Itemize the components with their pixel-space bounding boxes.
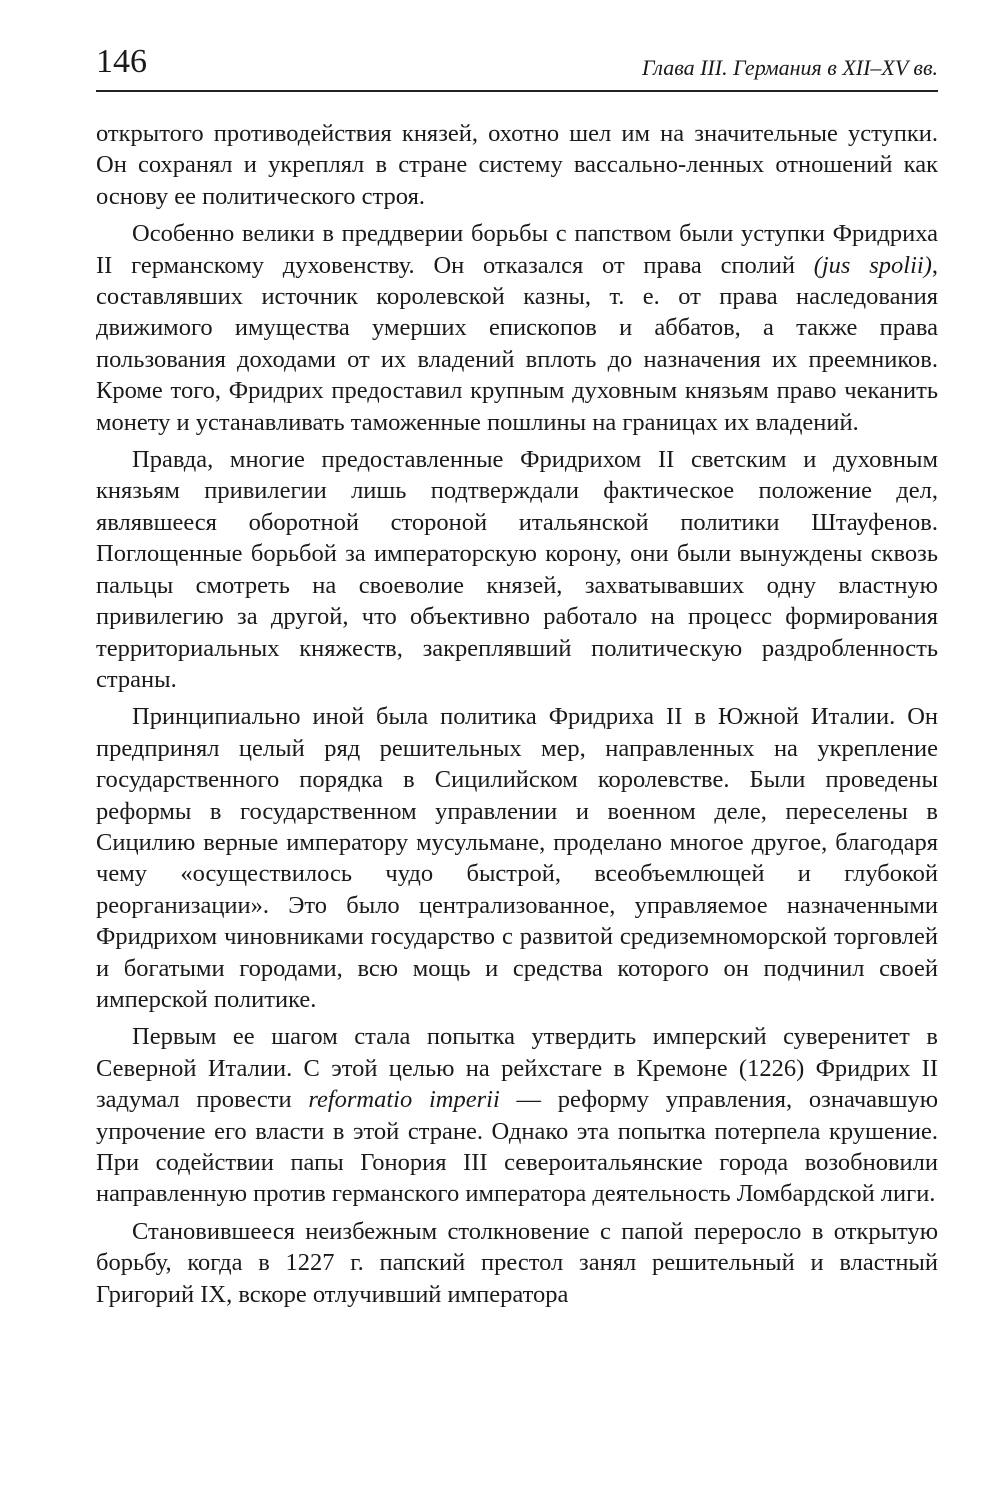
paragraph-privileges: [96, 444, 938, 695]
paragraph-continued: [96, 118, 938, 212]
running-head: [96, 40, 938, 92]
paragraph-northern-italy: [96, 1021, 938, 1209]
page-number: 146: [96, 43, 147, 80]
paragraph-text: , составлявших источник королевской казны, т. е. от права наследования движимого имущества умерших епископов и аббатов, а также права пользования доходами от их владений вплоть до назначения их преемников. Кроме того, Фридрих предоставил крупным духовным князьям право чеканить монету и устанавливать таможенные пошлины на границах их владений.: [96, 251, 938, 436]
paragraph-southern-italy: [96, 701, 938, 1015]
paragraph-concessions-clergy: [96, 218, 938, 438]
book-page: [96, 40, 938, 1310]
paragraph-text: Становившееся неизбежным столкновение с папой переросло в открытую борьбу, когда в 1227 г. папский престол занял решительный и властный Григорий IX, вскоре отлучивший императора: [96, 1217, 938, 1308]
paragraph-text: Правда, многие предоставленные Фридрихом II светским и духовным князьям привилегии лишь подтверждали фактическое положение дел, являвшееся оборотной стороной итальянской политики Штауфенов. Поглощенные борьбой за императорскую корону, они были вынуждены сквозь пальцы смотреть на своеволие князей, захватывавших одну властную привилегию за другой, что объективно работало на процесс формирования территориальных княжеств, закреплявший политическую раздробленность страны.: [96, 446, 938, 693]
paragraph-text: Принципиально иной была политика Фридриха II в Южной Италии. Он предпринял целый ряд решительных мер, направленных на укрепление государственного порядка в Сицилийском королевстве. Были проведены реформы в государственном управлении и военном деле, переселены в Сицилию верные императору мусульмане, проделано многое другое, благодаря чему «осуществилось чудо быстрой, всеобъемлющей и глубокой реорганизации». Это было централизованное, управляемое назначенными Фридрихом чиновниками государство с развитой средиземноморской торговлей и богатыми городами, всю мощь и средства которого он подчинил своей имперской политике.: [96, 703, 938, 1013]
latin-term: (jus spolii): [813, 251, 932, 279]
body-text: [96, 118, 938, 1310]
paragraph-conflict-pope: [96, 1216, 938, 1310]
chapter-title: Глава III. Германия в XII–XV вв.: [641, 55, 938, 80]
paragraph-text: открытого противодействия князей, охотно шел им на значительные уступки. Он сохранял и укреплял в стране систему вассально-ленных отношений как основу ее политического строя.: [96, 120, 938, 210]
paragraph-text: Особенно велики в преддверии борьбы с папством были уступки Фридриха II германскому духовенству. Он отказался от права сполий: [96, 220, 938, 279]
latin-term: reformatio imperii: [308, 1086, 500, 1114]
paragraph-text: — реформу управления, означавшую упрочение его власти в этой стране. Однако эта попытка потерпела крушение. При содействии папы Гонория III североитальянские города возобновили направленную против германского императора деятельность Ломбардской лиги.: [96, 1086, 939, 1208]
paragraph-text: Первым ее шагом стала попытка утвердить имперский суверенитет в Северной Италии. С этой целью на рейхстаге в Кремоне (1226) Фридрих II задумал провести: [96, 1023, 938, 1114]
